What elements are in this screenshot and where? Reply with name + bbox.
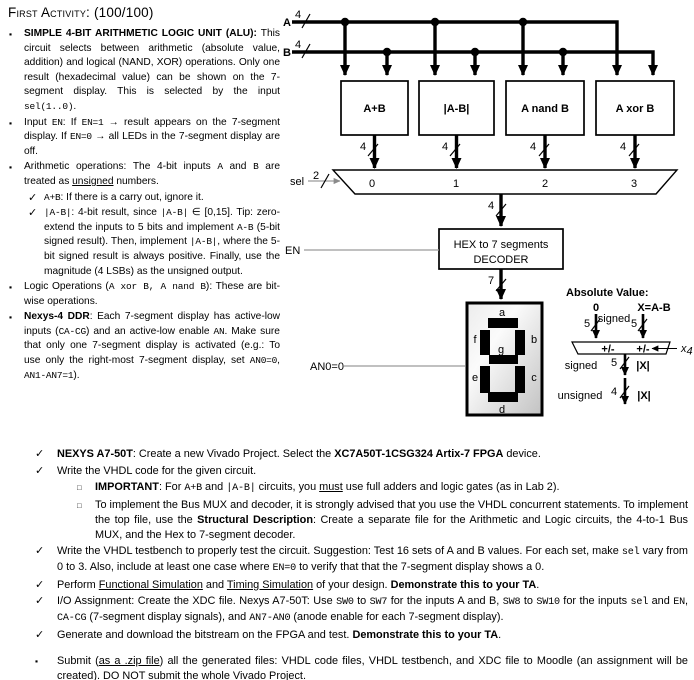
op-box-abs-sub-label: |A-B| — [443, 103, 470, 115]
segment-label-b: b — [530, 334, 538, 346]
mux-port-1: 1 — [452, 178, 460, 190]
abs-x-out-label: |X| — [636, 360, 650, 372]
bullet-text: Arithmetic operations: The 4-bit inputs A and B are treated as unsigned numbers. — [24, 161, 281, 187]
check-marker: ✓ — [35, 464, 45, 477]
tasks-section — [33, 447, 688, 680]
task-text: IMPORTANT: For A+B and |A-B| circuits, you must use full adders and logic gates (as in Lab 2). — [95, 481, 560, 494]
abs-width-label: 5 — [583, 318, 591, 330]
segment-c — [515, 366, 525, 393]
segment-a — [488, 318, 518, 328]
input-a-label: A — [283, 17, 291, 29]
task-bitstream — [33, 628, 688, 643]
check-marker: ✓ — [35, 545, 45, 557]
bus-a — [283, 9, 617, 75]
segment-label-d: d — [498, 404, 506, 416]
bus-width-label: 4 — [359, 141, 367, 153]
check-text: A+B: If there is a carry out, ignore it. — [44, 191, 204, 203]
junction-dot — [341, 18, 349, 26]
segment-f — [480, 330, 490, 355]
junction-dot — [559, 48, 567, 56]
junction-dot — [519, 18, 527, 26]
op-boxes — [341, 81, 674, 135]
junction-dot — [383, 48, 391, 56]
op-box-xor-label: A xor B — [615, 103, 655, 115]
bullet-marker: ▪ — [9, 312, 13, 323]
segment-b — [515, 330, 525, 355]
abs-x-eq-label: X=A-B — [637, 302, 671, 314]
abs-signed-mid-label: signed — [564, 360, 598, 372]
bullet-marker: ▪ — [9, 282, 13, 293]
check-marker: ✓ — [35, 628, 45, 641]
task-io-assignment — [33, 594, 688, 626]
bus-mux — [290, 170, 677, 194]
abs-width-label: 5 — [630, 318, 638, 330]
input-b-label: B — [283, 47, 291, 59]
task-text: To implement the Bus MUX and decoder, it is strongly advised that you use the VHDL concurrent statements. To implement the top file, use the Structural Description: Create a separate file for the Arithmetic and Logic circuits, the 4-to-1 Bus MUX, and the Hex to 7-segment decoder. — [95, 498, 688, 541]
task-testbench — [33, 544, 688, 576]
segment-d — [488, 392, 518, 402]
task-important-note — [33, 480, 688, 496]
abs-x-label: x — [681, 343, 687, 355]
task-simulation — [33, 578, 688, 593]
bus-a-wire — [292, 22, 617, 75]
abs-width-label: 5 — [610, 357, 618, 369]
task-text: Perform Functional Simulation and Timing Simulation of your design. Demonstrate this to your TA. — [57, 578, 540, 591]
junction-dot — [431, 18, 439, 26]
sel-label: sel — [290, 176, 305, 188]
op-output-wires — [360, 135, 639, 168]
abs-x-out-label: |X| — [637, 390, 651, 402]
bullet-text: Nexys-4 DDR: Each 7-segment display has active-low inputs (CA-CG) and an active-low enable AN. Make sure that only one 7-segment display is activated (e.g.: To use only the right-most 7-segment display, set AN0=0, AN1-AN7=1). — [24, 311, 281, 381]
bus-a-width: 4 — [294, 9, 302, 21]
task-create-project — [33, 447, 688, 462]
check-text: |A-B|: 4-bit result, since |A-B| ∈ [0,15]. Tip: zero-extend the inputs to 5 bits and implement A-B (5-bit signed result). Then, implement |A-B|, where the 5-bit signed result is always positive. Finally, use the magnitude (4 LSBs) as the unsigned output. — [44, 207, 280, 277]
bullet-marker: ▪ — [9, 29, 13, 39]
junction-dot — [471, 48, 479, 56]
square-marker: □ — [77, 500, 82, 510]
segment-g — [489, 355, 518, 364]
segment-e — [480, 366, 490, 393]
mux-trapezoid — [333, 170, 677, 194]
bullet-marker: ▪ — [9, 162, 13, 173]
op-box-add-label: A+B — [363, 103, 386, 115]
bus-b-width: 4 — [294, 39, 302, 51]
decoder-label-line2: DECODER — [473, 254, 529, 266]
mux-port-2: 2 — [541, 178, 549, 190]
task-write-vhdl — [33, 464, 688, 479]
task-text: Write the VHDL code for the given circuit. — [57, 464, 257, 477]
bullet-text: Submit (as a .zip file) all the generated files: VHDL code files, VHDL testbench, and XDC file to Moodle (an assignment will be created). DO NOT submit the whole Vivado Project. — [57, 654, 688, 680]
absolute-value-diagram — [558, 287, 693, 404]
page-title: First Activity: (100/100) — [8, 5, 154, 20]
abs-zero-label: 0 — [592, 302, 600, 314]
check-marker: ✓ — [28, 207, 38, 220]
bullet-marker: ▪ — [9, 117, 13, 128]
op-box-nand-label: A nand B — [521, 103, 569, 115]
mux-port-0: 0 — [368, 178, 376, 190]
abs-title: Absolute Value: — [566, 287, 649, 299]
abs-plusminus-label: +/- — [636, 343, 650, 356]
seven-segment-display — [310, 303, 542, 416]
bullet-submit — [33, 654, 688, 680]
hex-decoder — [285, 229, 563, 299]
square-marker: □ — [77, 483, 82, 492]
bullet-text: SIMPLE 4-BIT ARITHMETIC LOGIC UNIT (ALU): This circuit selects between arithmetic (absolute value, addition) and logical (NAND, XOR) operations. Only one result (hexadecimal value) can be shown on the 7-segment display. This is selected by the input sel(1..0). — [24, 28, 280, 112]
task-structural-description — [33, 498, 688, 543]
mux-output — [488, 194, 506, 226]
segment-label-a: a — [498, 307, 506, 319]
bullet-marker: ▪ — [35, 655, 39, 666]
segment-label-g: g — [497, 344, 505, 356]
bus-width-label: 4 — [619, 141, 627, 153]
check-marker: ✓ — [28, 191, 38, 204]
check-marker: ✓ — [35, 578, 45, 591]
bus-b — [283, 39, 653, 75]
segment-label-c: c — [531, 372, 537, 384]
task-text: I/O Assignment: Create the XDC file. Nexys A7-50T: Use SW0 to SW7 for the inputs A and B, SW8 to SW10 for the inputs sel and EN, CA-CG (7-segment display signals), and AN7-AN0 (anode enable for each 7-segment display). — [57, 595, 688, 624]
decoder-label-line1: HEX to 7 segments — [453, 239, 549, 251]
check-marker: ✓ — [35, 595, 45, 607]
bus-width-label: 4 — [487, 200, 495, 212]
bus-width-label: 4 — [529, 141, 537, 153]
task-text: Write the VHDL testbench to properly test the circuit. Suggestion: Test 16 sets of A and B values. For each set, make sel vary from 0 to 3. Also, include at least one case where EN=0 to verify that that the 7-segment display shows a 0. — [57, 545, 688, 574]
abs-width-label: 4 — [610, 386, 618, 398]
task-text: Generate and download the bitstream on the FPGA and test. Demonstrate this to your TA. — [57, 628, 502, 641]
bullet-text: Input EN: If EN=1 → result appears on the 7-segment display. If EN=0 → all LEDs in the 7-segment display are off. — [24, 116, 281, 157]
task-text: NEXYS A7-50T: Create a new Vivado Project. Select the XC7A50T-1CSG324 Artix-7 FPGA device. — [57, 448, 541, 460]
decoder-output-width: 7 — [487, 275, 495, 287]
an0-label: AN0=0 — [310, 361, 344, 373]
abs-signed-top-label: signed — [597, 313, 631, 325]
sel-width: 2 — [312, 170, 320, 182]
abs-x-sub-label: 4 — [686, 345, 693, 358]
bus-width-label: 4 — [441, 141, 449, 153]
segment-label-f: f — [473, 334, 477, 346]
mux-port-3: 3 — [630, 178, 638, 190]
abs-unsigned-label: unsigned — [557, 390, 603, 402]
check-marker: ✓ — [35, 448, 45, 460]
en-label: EN — [285, 245, 301, 257]
bullet-text: Logic Operations (A xor B, A nand B): These are bit-wise operations. — [24, 281, 280, 307]
segment-label-e: e — [471, 372, 479, 384]
abs-plusminus-label: +/- — [601, 343, 615, 356]
